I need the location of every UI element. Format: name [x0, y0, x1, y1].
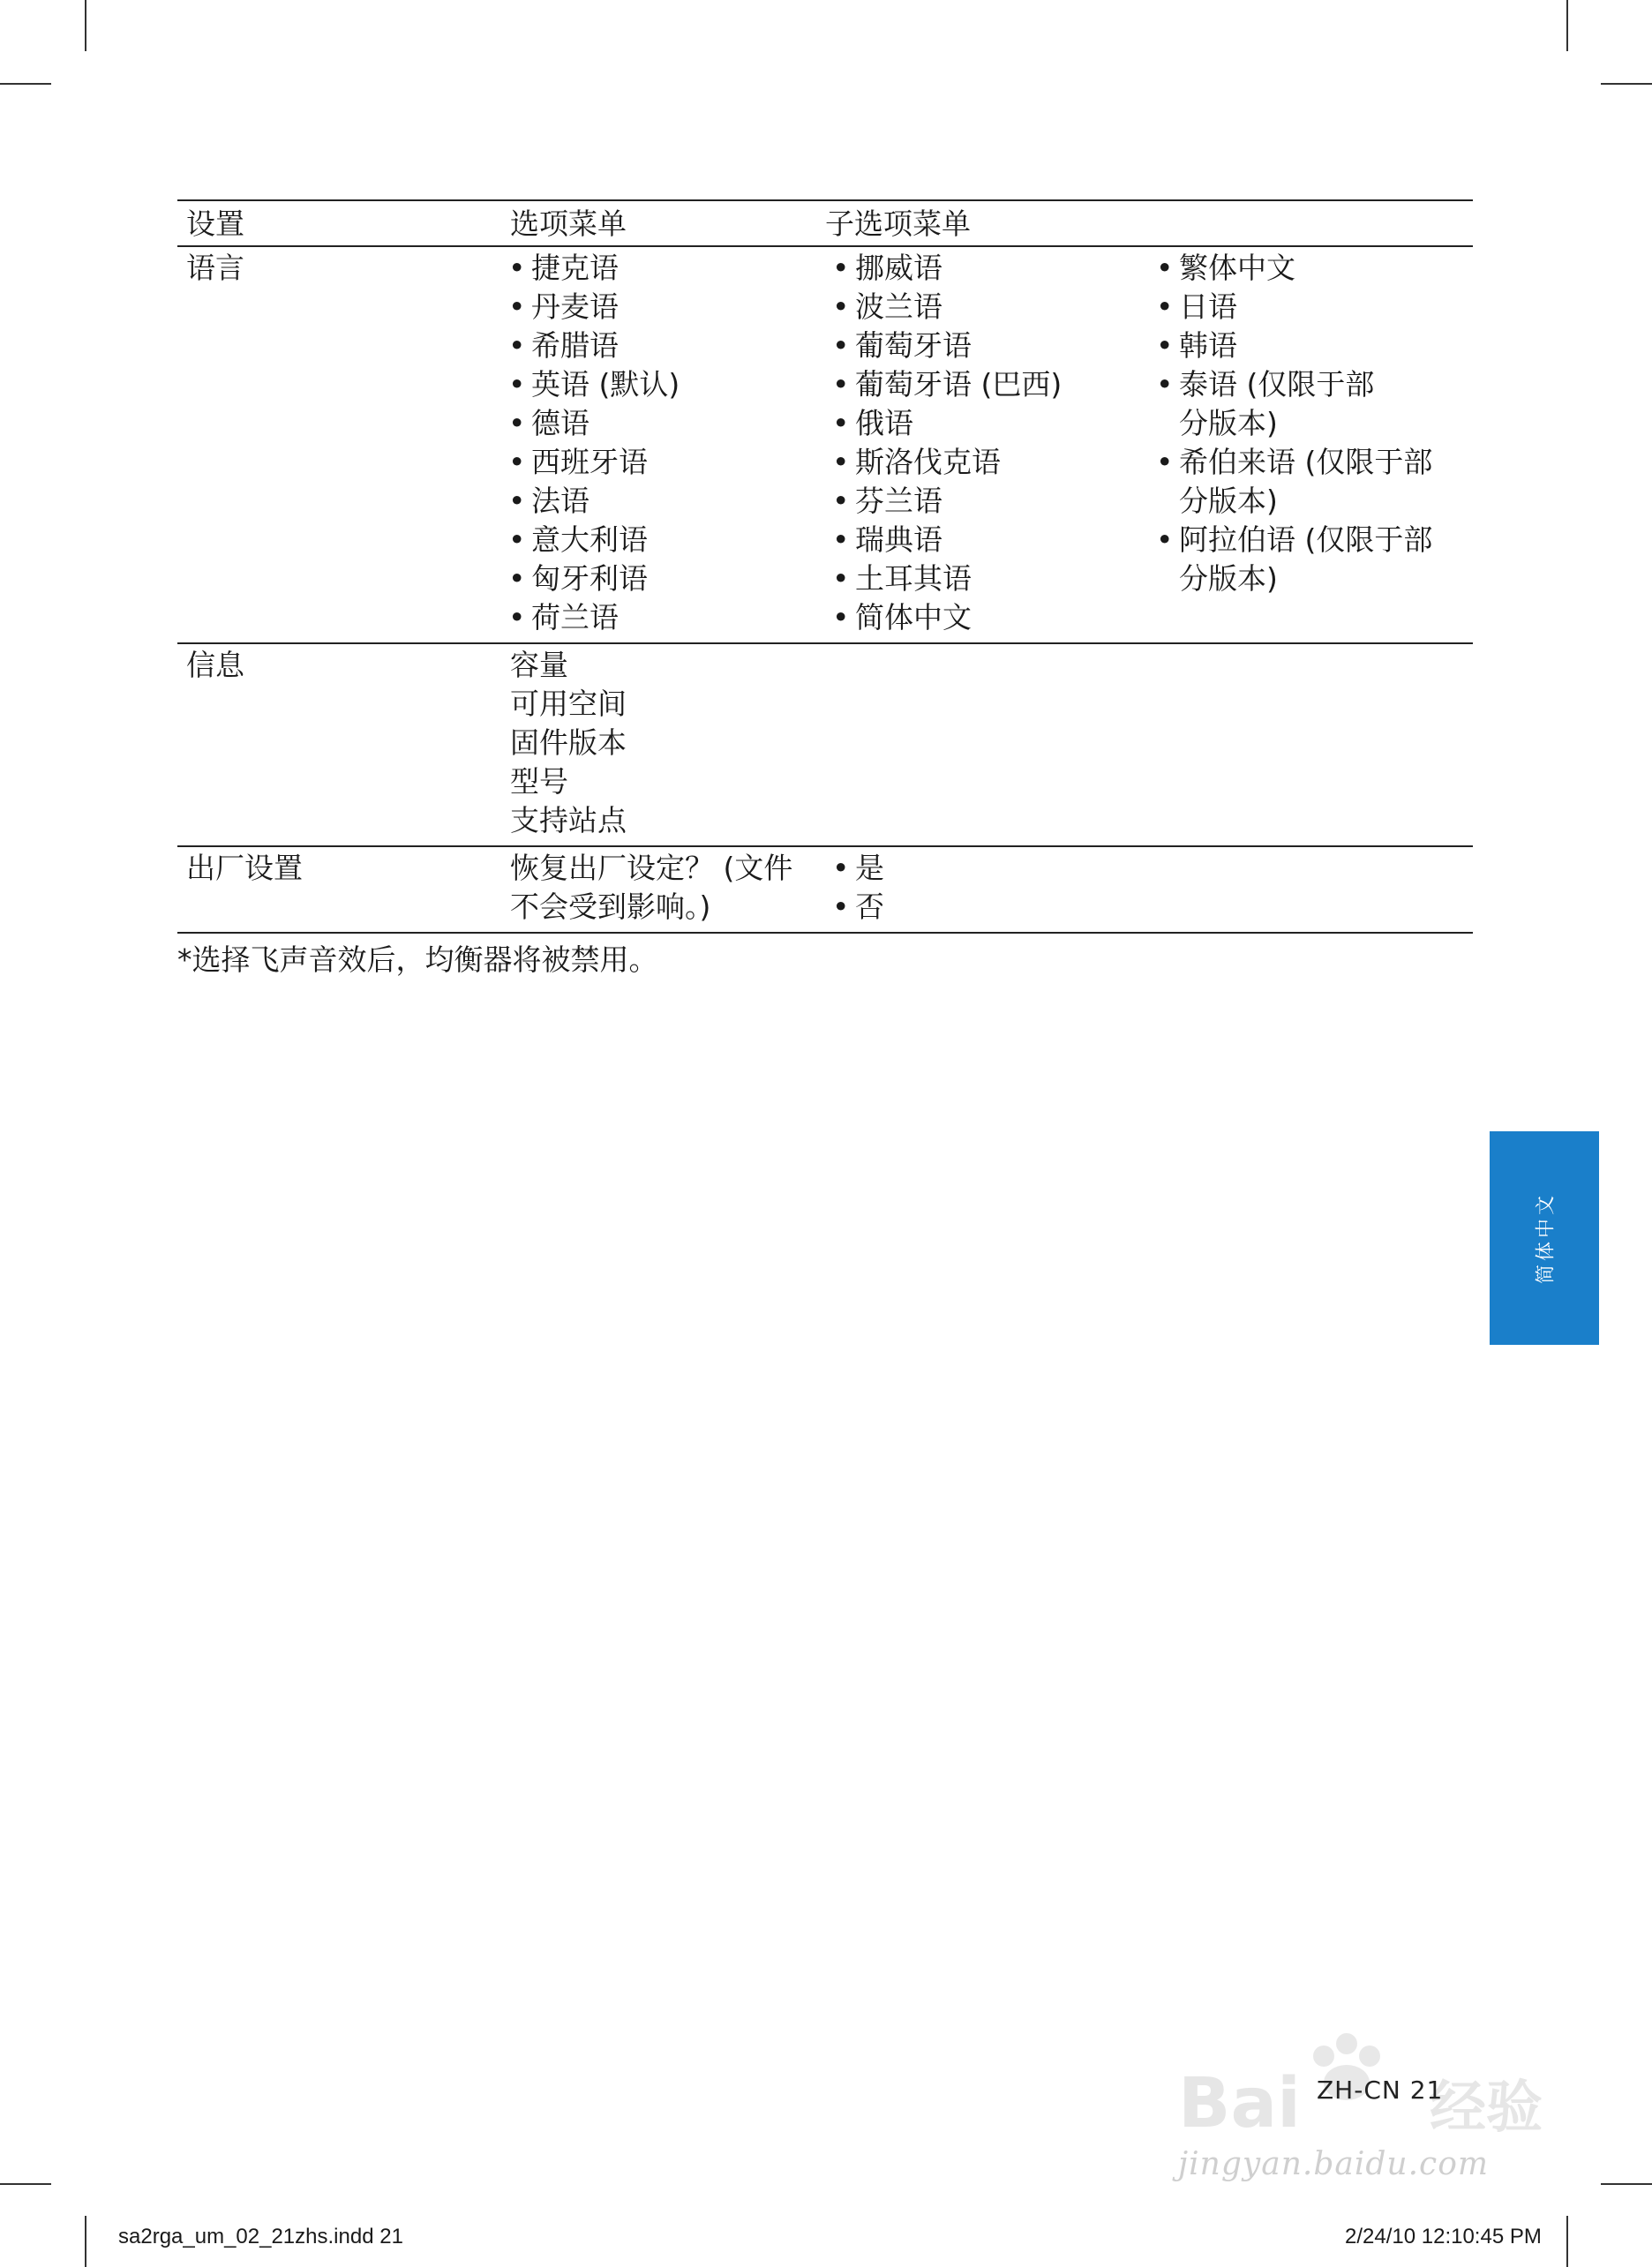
list-item: • 繁体中文: [1149, 249, 1455, 288]
list-item: • 葡萄牙语 (巴西): [825, 365, 1149, 404]
crop-mark: [0, 2183, 51, 2185]
language-side-tab: [1490, 1131, 1599, 1345]
footnote: *选择飞声音效后，均衡器将被禁用。: [177, 942, 658, 977]
list-item: • 简体中文: [825, 598, 1149, 637]
list-item: • 意大利语: [501, 521, 825, 559]
table-row-language: [177, 247, 1473, 642]
list-item: • 西班牙语: [501, 443, 825, 482]
page-number: ZH-CN 21: [1317, 2076, 1444, 2105]
crop-mark: [85, 0, 86, 51]
list-item: • 希腊语: [501, 327, 825, 365]
info-options-list: [510, 646, 825, 840]
setting-cell: 信息: [186, 648, 244, 682]
list-item: • 法语: [501, 482, 825, 521]
header-sub-options: 子选项菜单: [825, 206, 971, 241]
list-item: • 荷兰语: [501, 598, 825, 637]
list-item: • 斯洛伐克语: [825, 443, 1149, 482]
list-item: • 否: [825, 888, 1149, 927]
language-sub-list-a: [825, 249, 1149, 637]
list-item: • 丹麦语: [501, 288, 825, 327]
list-item: 固件版本: [510, 725, 627, 760]
header-options: 选项菜单: [510, 206, 627, 241]
list-item: • 韩语: [1149, 327, 1455, 365]
list-item: • 波兰语: [825, 288, 1149, 327]
crop-mark: [1601, 2183, 1652, 2185]
crop-mark: [1566, 2216, 1568, 2267]
header-setting: 设置: [186, 206, 244, 241]
file-slug: sa2rga_um_02_21zhs.indd 21: [118, 2225, 403, 2248]
list-item: • 瑞典语: [825, 521, 1149, 559]
list-item: • 希伯来语 (仅限于部分版本): [1149, 443, 1435, 521]
side-tab-label: 简体中文: [1535, 1191, 1558, 1285]
crop-mark: [1601, 83, 1652, 85]
list-item: • 英语 (默认): [501, 365, 825, 404]
list-item: • 芬兰语: [825, 482, 1149, 521]
list-item: 可用空间: [510, 687, 627, 721]
svg-text:Bai: Bai: [1178, 2064, 1301, 2143]
factory-option-text: 恢复出厂设定？ (文件不会受到影响。): [510, 851, 793, 924]
crop-mark: [85, 2216, 86, 2267]
settings-table: [177, 199, 1473, 934]
list-item: • 德语: [501, 404, 825, 443]
language-options-list: [501, 249, 825, 637]
svg-text:经验: 经验: [1430, 2076, 1543, 2141]
table-row-factory: [177, 847, 1473, 932]
list-item: • 泰语 (仅限于部分版本): [1149, 365, 1395, 443]
list-item: • 捷克语: [501, 249, 825, 288]
table-row-info: [177, 644, 1473, 845]
list-item: • 阿拉伯语 (仅限于部分版本): [1149, 521, 1435, 598]
language-sub-list-b: [1149, 249, 1455, 598]
list-item: • 土耳其语: [825, 559, 1149, 598]
crop-mark: [0, 83, 51, 85]
print-timestamp: 2/24/10 12:10:45 PM: [1345, 2225, 1542, 2248]
factory-sub-list: [825, 849, 1149, 927]
list-item: • 挪威语: [825, 249, 1149, 288]
list-item: • 日语: [1149, 288, 1455, 327]
setting-cell: 语言: [186, 251, 244, 285]
list-item: 容量: [510, 648, 568, 682]
list-item: • 匈牙利语: [501, 559, 825, 598]
list-item: • 是: [825, 849, 1149, 888]
setting-cell: 出厂设置: [186, 851, 303, 885]
watermark-url: jingyan.baidu.com: [1178, 2146, 1490, 2182]
crop-mark: [1566, 0, 1568, 51]
list-item: • 葡萄牙语: [825, 327, 1149, 365]
list-item: • 俄语: [825, 404, 1149, 443]
list-item: 支持站点: [510, 803, 627, 837]
table-header-row: [177, 201, 1473, 245]
list-item: 型号: [510, 764, 568, 799]
